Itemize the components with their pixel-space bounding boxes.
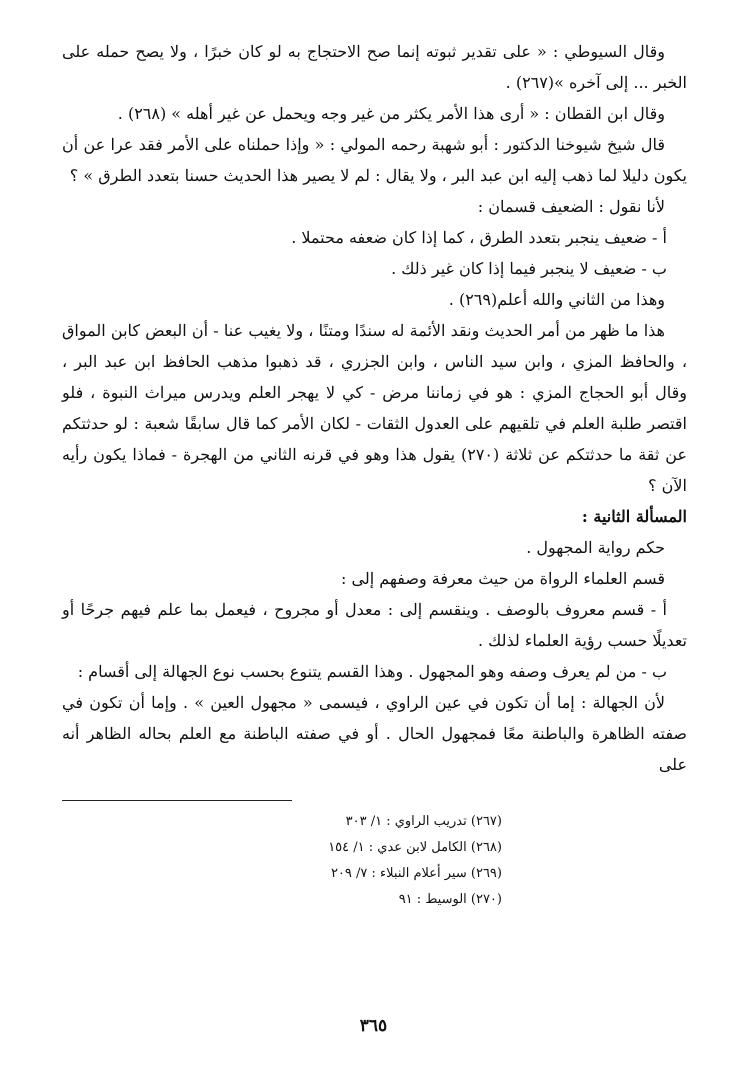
paragraph-weak-types-intro: لأنا نقول : الضعيف قسمان : — [477, 197, 665, 216]
paragraph-narrator-division: قسم العلماء الرواة من حيث معرفة وصفهم إلى : — [341, 569, 665, 588]
paragraph-suyuti-quote: وقال السيوطي : « على تقدير ثبوته إنما صح الاحتجاج به لو كان خبرًا ، ولا يصح حمله على الخبر ... إلى آخره »(٢٦٧) . — [62, 42, 687, 92]
paragraph-jahala-types: لأن الجهالة : إما أن تكون في عين الراوي ، فيسمى « مجهول العين » . وإما أن تكون في صفته الظاهرة والباطنة معًا فمجهول الحال . أو في صفته الباطنة مع العلم بحاله الظاهر أنه على — [62, 693, 687, 774]
page-number: ٣٦٥ — [359, 1016, 388, 1036]
main-text — [62, 36, 687, 780]
footnote-268: (٢٦٨) الكامل لابن عدي : ١/ ١٥٤ — [328, 840, 502, 855]
section-heading-second-issue: المسألة الثانية : — [581, 507, 687, 526]
list-item-weak-type-a: أ - ضعيف ينجبر بتعدد الطرق ، كما إذا كان ضعفه محتملا . — [291, 228, 667, 247]
footnote-269: (٢٦٩) سير أعلام النبلاء : ٧/ ٢٠٩ — [330, 866, 502, 881]
footnotes — [62, 809, 502, 913]
paragraph-majhul-ruling: حكم رواية المجهول . — [526, 538, 665, 557]
footnote-separator — [62, 800, 292, 801]
footnote-270: (٢٧٠) الوسيط : ٩١ — [398, 892, 502, 907]
list-item-known-narrators: أ - قسم معروف بالوصف . وينقسم إلى : معدل أو مجروح ، فيعمل بما علم فيهم جرحًا أو تعديلًا حسب رؤية العلماء لذلك . — [62, 600, 687, 650]
paragraph-hadith-criticism: هذا ما ظهر من أمر الحديث ونقد الأئمة له سندًا ومتنًا ، ولا يغيب عنا - أن البعض كابن المواق ، والحافظ المزي ، وابن سيد الناس ، وابن الجزري ، قد ذهبوا مذهب الحافظ ابن عبد البر ، وقال أبو الحجاج المزي : هو في زماننا مرض - كي لا يهجر العلم ويدرس ميراث النبوة ، فلو اقتصر طلبة العلم في تلقيهم على العدول الثقات - لكان الأمر كما قال سابقًا شعبة : لو حدثتكم عن ثقة ما حدثتكم عن ثلاثة (٢٧٠) يقول هذا وهو في قرنه الثاني من الهجرة - فماذا يكون رأيه الآن ؟ — [62, 321, 688, 495]
paragraph-ibn-al-qattan-quote: وقال ابن القطان : « أرى هذا الأمر يكثر من غير وجه ويحمل عن غير أهله » (٢٦٨) . — [117, 104, 665, 123]
footnote-267: (٢٦٧) تدريب الراوي : ١/ ٣٠٣ — [345, 814, 502, 829]
paragraph-abu-shahba-quote: قال شيخ شيوخنا الدكتور : أبو شهبة رحمه المولي : « وإذا حملناه على الأمر فقد عرا عن أن يكون دليلا لما ذهب إليه ابن عبد البر ، ولا يقال : لم لا يصير هذا الحديث حسنا بتعدد الطرق » ؟ — [62, 135, 687, 185]
list-item-unknown-narrators: ب - من لم يعرف وصفه وهو المجهول . وهذا القسم يتنوع بحسب نوع الجهالة إلى أقسام : — [77, 662, 667, 681]
paragraph-conclusion: وهذا من الثاني والله أعلم(٢٦٩) . — [448, 290, 665, 309]
list-item-weak-type-b: ب - ضعيف لا ينجبر فيما إذا كان غير ذلك . — [391, 259, 667, 278]
